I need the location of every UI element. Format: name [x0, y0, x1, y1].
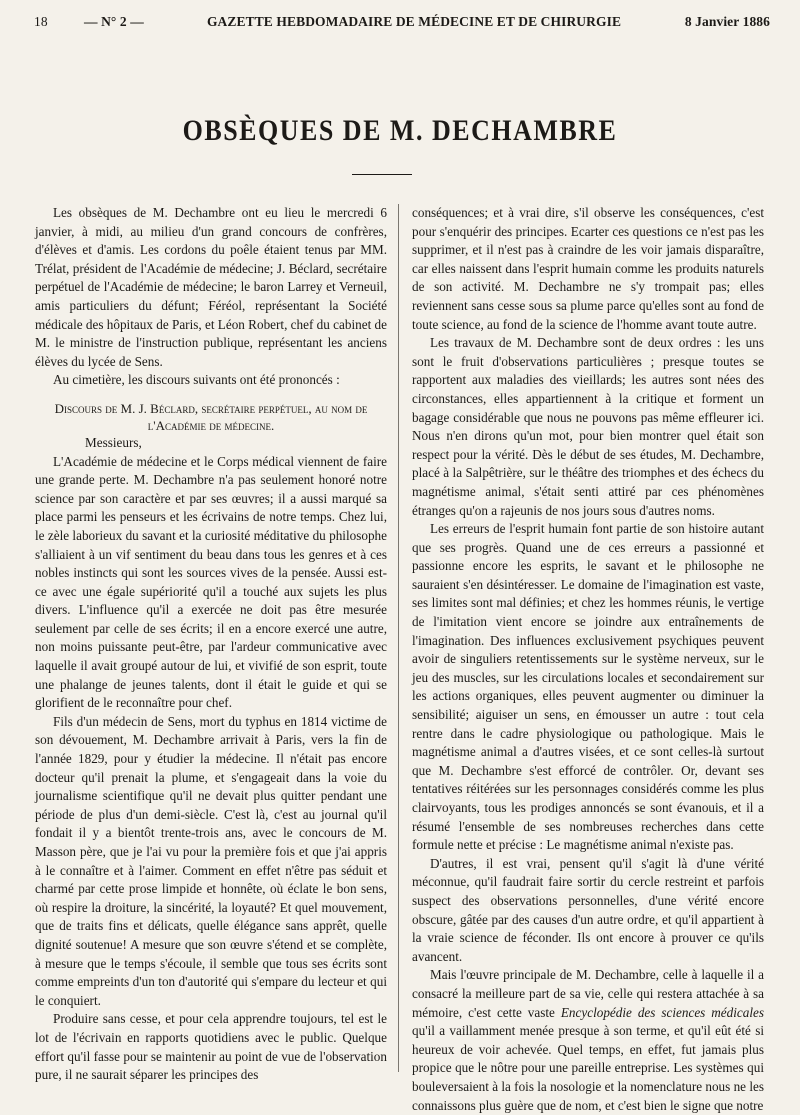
paragraph: Fils d'un médecin de Sens, mort du typhus en 1814 victime de son dévouement, M. Dechambre arrivait à Paris, vers la fin de l'année 1829, pour y étudier la médecine. Il n'était pas encore docteur qu'il prenait la plume, et s'engageait dans la voie du journalisme scientifique qu'il ne devait plus quitter pendant une période de plus d'un demi-siècle. C'est là, c'est au journal qu'il fondait il y a bientôt trente-trois ans, avec le concours de M. Masson père, que je l'ai vu pour la première fois et que j'ai appris à le connaître et à l'aimer. Comment en effet n'être pas séduit et charmé par cette prose limpide et honnête, où éclate le bon sens, où respire la droiture, la sincérité, la loyauté? Et quel mouvement, que de traits fins et délicats, quelle élégance sans apprêt, quelle dignité soutenue! A mesure que son œuvre s'étend et se complète, à mesure que le temps s'écoule, il semble que tous ses écrits sont comme empreints d'un ton d'autorité qui s'empare du lecteur et qui le conquiert. — [35, 713, 387, 1008]
paragraph: Au cimetière, les discours suivants ont été prononcés : — [53, 372, 340, 388]
issue-number: — N° 2 — — [84, 14, 144, 29]
paragraph — [412, 966, 764, 1115]
text-run: qu'il a vaillamment menée presque à son terme, et qu'il eût été si heureux de voir achevée. Quel temps, en effet, fut jamais plus propice que le nôtre pour une pareille entreprise. Les systèmes qui bouleversaient à la fois la nosologie et la nomenclature nous ne les connaissons plus guère que de nom, et c'est bien le signe que notre — [412, 1023, 764, 1113]
text-run: Mais l'œuvre principale de M. Dechambre, celle à laquelle il a consacré la meilleure part de sa vie, celle qui restera attachée à sa mémoire, c'est cette vaste — [412, 967, 764, 1020]
issue-date: 8 Janvier 1886 — [684, 14, 770, 29]
right-column — [412, 204, 764, 1113]
title-rule — [352, 174, 412, 175]
publication-title: GAZETTE HEBDOMADAIRE DE MÉDECINE ET DE CHIRURGIE — [206, 14, 622, 29]
column-divider — [398, 204, 399, 1072]
speech-greeting: Messieurs, — [85, 434, 142, 450]
page-number: 18 — [34, 14, 48, 29]
paragraph: Produire sans cesse, et pour cela apprendre toujours, tel est le lot de l'écrivain en rapports quotidiens avec le public. Quelque effort qu'il fasse pour se maintenir au point de vue de l'observation pure, il ne saurait séparer les principes des — [35, 1011, 387, 1083]
left-column — [35, 204, 387, 1083]
page-header — [34, 14, 770, 36]
paragraph: Les obsèques de M. Dechambre ont eu lieu le mercredi 6 janvier, à midi, au milieu d'un grand concours de confrères, d'élèves et d'amis. Les cordons du poêle étaient tenus par MM. Trélat, président de l'Académie de médecine; J. Béclard, secrétaire perpétuel de l'Académie de médecine; le baron Larrey et Verneuil, amis particuliers du défunt; Féréol, représentant la Société médicale des hôpitaux de Paris, et Léon Robert, chef du cabinet de M. le ministre de l'instruction publique, représentant les anciens élèves du lycée de Sens. — [35, 205, 387, 369]
encyclopedia-title: Encyclopédie des sciences médicales — [560, 1004, 764, 1020]
paragraph: D'autres, il est vrai, pensent qu'il s'agit là d'une vérité méconnue, qu'il faudrait faire sortir du cercle restreint et parfois suspect des observations personnelles, d'une vérité encore obscure, gâtée par des causes d'un autre ordre, et qu'il appartient à la vraie science de féconder. Ils ont encore à prouver ce qu'ils avancent. — [412, 855, 764, 964]
paragraph: L'Académie de médecine et le Corps médical viennent de faire une grande perte. M. Dechambre n'a pas seulement honoré notre science par son caractère et par ses œuvres; il a aussi marqué sa place parmi les penseurs et les écrivains de notre temps. Chez lui, le zèle laborieux du savant et la curiosité méditative du philosophe s'alliaient à un vif sentiment du beau dans tous les genres et à ces nobles instincts qui sont les sources vives de la pensée. Aussi est-ce avec une égale supériorité qu'il a touché aux sujets les plus divers. L'influence qu'il a exercée ne doit pas être mesurée seulement par celle de ses écrits; il en a encore exercé une autre, non moins puissante peut-être, par l'ardeur communicative avec laquelle il avait groupé autour de lui, et vivifié de son esprit, toute une phalange de jeunes talents, dont il était le guide et qui se glorifient de le reconnaître pour chef. — [35, 453, 387, 711]
article-title: OBSÈQUES DE M. DECHAMBRE — [182, 114, 618, 147]
speech-heading: Discours de M. J. Béclard, secrétaire perpétuel, au nom de l'Académie de médecine. — [54, 400, 368, 433]
section-spacer — [35, 390, 387, 400]
paragraph: Les erreurs de l'esprit humain font partie de son histoire autant que ses progrès. Quand une de ces erreurs a passionné et passionne encore les esprits, le savant et le philosophe ne sauraient s'en désintéresser. Le domaine de l'imagination est vaste, ses limites sont mal définies; et chez les hommes réunis, le vertige de l'imitation vient encore se joindre aux entraînements de l'imagination. Des influences exclusivement psychiques peuvent avoir de singuliers retentissements sur le système nerveux, sur le jeu des muscles, sur les circulations locales et secondairement sur les actions organiques, elles peuvent augmenter ou diminuer la sensibilité; aiguiser un sens, en émousser un autre : tout cela rentre dans le cadre physiologique ou pathologique. Mais le magnétisme animal a d'autres visées, et ce sont celles-là surtout que M. Dechambre s'est efforcé de contrôler. Or, devant ses tentatives réitérées sur les personnages considérés comme les plus clairvoyants, tous les prodiges annoncés se sont évanouis, et il a résumé l'ensemble de ses nombreuses recherches dans cette formule nette et précise : Le magnétisme animal n'existe pas. — [412, 521, 764, 853]
paragraph: Les travaux de M. Dechambre sont de deux ordres : les uns sont le fruit d'observations particulières ; presque toutes se rapportent aux maladies des vieillards; les autres sont nées des circonstances, elles appartiennent à la critique et forment un bagage considérable que nous ne pouvons pas même effleurer ici. Nous n'en dirons qu'un mot, pour bien montrer quel était son respect pour la vérité. Dès le début de ses études, M. Dechambre, placé à la Salpêtrière, sur le théâtre des triomphes et des échecs du magnétisme animal, s'était senti attiré par ces phénomènes étranges qu'on a rajeunis de nos jours sous d'autres noms. — [412, 335, 764, 518]
paragraph: conséquences; et à vrai dire, s'il observe les conséquences, c'est pour s'enquérir des principes. Ecarter ces questions ce n'est pas les supprimer, et il n'est pas à craindre de les voir jamais disparaître, car elles naissent dans l'esprit humain comme les produits naturels de son activité. M. Dechambre ne s'y trompait pas; elles reviennent sans cesse sous sa plume parce qu'elles sont au fond de toute science, au fond de la science de l'homme avant toute autre. — [412, 205, 764, 332]
